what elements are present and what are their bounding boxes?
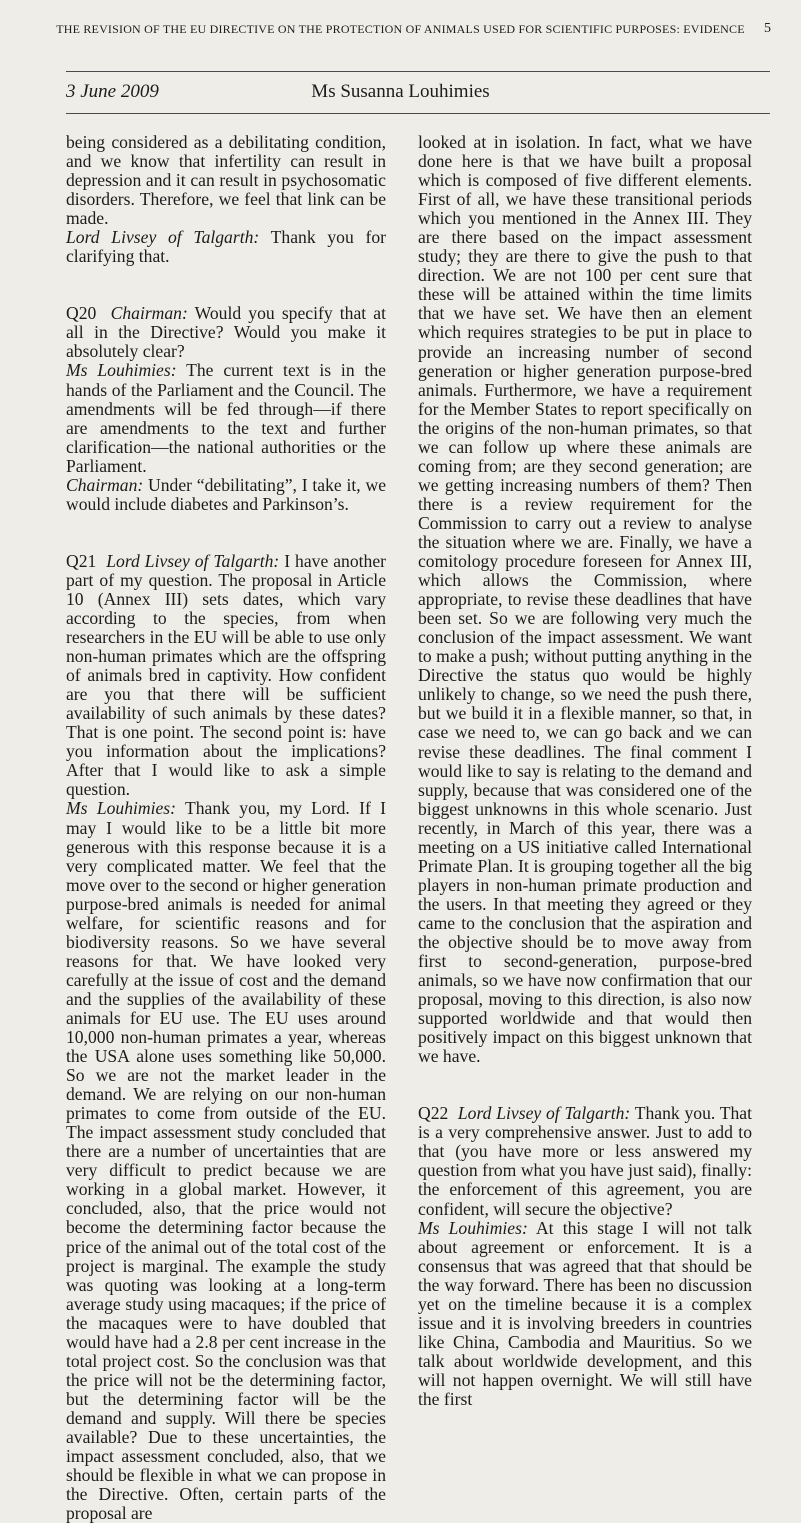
paragraph-text: Would you specify that at all in the Directive? Would you make it absolutely clear? (66, 303, 386, 362)
hearing-date: 3 June 2009 (66, 81, 159, 102)
paragraph-text: Thank you, my Lord. If I may I would like to be a little bit more generous with this response because it is a very complicated matter. We feel that the move over to the second or higher generation purpose-bred animals is needed for animal welfare, for scientific reasons and for biodiversity reasons. So we have several reasons for that. We have looked very carefully at the issue of cost and the demand and the supplies of the availability of these animals for EU use. The EU uses around 10,000 non-human primates a year, whereas the USA alone uses something like 50,000. So we are not the market leader in the demand. We are relying on our non-human primates to come from outside of the EU. The impact assessment study concluded that there are a number of uncertainties that are very difficult to predict because we are working in a global market. However, it concluded, also, that the price would not become the determining factor because the price of the animal out of the total cost of the project is marginal. The example the study was quoting was looking at a long-term average study using macaques; if the price of the macaques were to have doubled that would have had a 2.8 per cent increase in the total project cost. So the conclusion was that the price will not be the determining factor, but the determining factor will be the demand and supply. Will there be species available? Due to these uncertainties, the impact assessment concluded, also, that we should be flexible in what we can propose in the Directive. Often, certain parts of the proposal are (66, 798, 386, 1523)
speaker-name: Lord Livsey of Talgarth: (106, 550, 280, 571)
paragraph-text: I have another part of my question. The proposal in Article 10 (Annex III) sets dates, which vary according to the species, from when researchers in the EU will be able to use only non-human primates which are the offspring of animals bred in captivity. How confident are you that there will be sufficient availability of such animals by these dates? That is one point. The second point is: have you information about the implications? After that I would like to ask a simple question. (66, 550, 386, 800)
page-number: 5 (764, 21, 771, 36)
paragraph-text: being considered as a debilitating condition, and we know that infertility can result in depression and it can result in psychosomatic disorders. Therefore, we feel that link can be made. (66, 132, 386, 229)
question-number: Q20 (66, 303, 97, 324)
paragraph (66, 361, 386, 475)
paragraph-text: Thank you. That is a very comprehensive answer. Just to add to that (you have more or less answered my question from what you have just said), finally: the enforcement of this agreement, you are confident, will secure the objective? (418, 1103, 752, 1219)
paragraph-text: At this stage I will not talk about agreement or enforcement. It is a consensus that was agreed that that should be the way forward. There has been no discussion yet on the timeline because it is a complex issue and it is involving breeders in countries like China, Cambodia and Mauritius. So we talk about worldwide development, and this will not happen overnight. We will still have the first (418, 1217, 752, 1409)
witness-name: Ms Susanna Louhimies (311, 81, 490, 102)
paragraph-text: Under “debilitating”, I take it, we would include diabetes and Parkinson’s. (66, 474, 386, 514)
speaker-name: Ms Louhimies: (66, 360, 177, 381)
paragraph-text: The current text is in the hands of the Parliament and the Council. The amendments will be fed through—if there are amendments to the text and further clarification—the national authorities or the Parliament. (66, 360, 386, 476)
paragraph (66, 476, 386, 514)
running-title: THE REVISION OF THE EU DIRECTIVE ON THE PROTECTION OF ANIMALS USED FOR SCIENTIFIC PURPOSES: EVIDENCE (56, 22, 745, 36)
paragraph (418, 1104, 752, 1218)
speaker-name: Lord Livsey of Talgarth: (66, 227, 260, 248)
paragraph-text: Thank you for clarifying that. (66, 227, 386, 267)
speaker-name: Chairman: (110, 303, 188, 324)
paragraph (66, 228, 386, 266)
paragraph (418, 1219, 752, 1409)
bottom-rule (66, 113, 770, 114)
question-number: Q22 (418, 1103, 449, 1124)
paragraph (66, 799, 386, 1523)
paragraph-text: looked at in isolation. In fact, what we have done here is that we have built a proposal which is composed of five different elements. First of all, we have these transitional periods which you mentioned in the Annex III. They are there based on the impact assessment study; they are there to give the push to that direction. We are not 100 per cent sure that these will be attained within the time limits that we have set. We have then an element which requires strategies to be put in place to provide an increasing number of second generation or higher generation purpose-bred animals. Furthermore, we have a requirement for the Member States to report specifically on the origins of the non-human primates, so that we can follow up where these animals are coming from; are they second generation; are we getting increasing numbers of them? Then there is a review requirement for the Commission to carry out a review to analyse the situation where we are. Finally, we have a comitology procedure foreseen for Annex III, which allows the Commission, where appropriate, to revise these deadlines that have been set. So we are following very much the conclusion of the impact assessment. We want to make a push; without putting anything in the Directive the status quo would be highly unlikely to change, so we need the push there, but we build it in a flexible manner, so that, in case we need to, we can go back and we can revise these deadlines. The final comment I would like to say is relating to the demand and supply, because that was considered one of the biggest unknowns in this whole scenario. Just recently, in March of this year, there was a meeting on a US initiative called International Primate Plan. It is grouping together all the big players in non-human primate production and the users. In that meeting they agreed or they came to the conclusion that the aspiration and the objective should be to move away from first to second-generation, purpose-bred animals, so we have now confirmation that our proposal, moving to this direction, is also now supported worldwide and that would then positively impact on this biggest unknown that we have. (418, 132, 752, 1067)
speaker-name: Lord Livsey of Talgarth: (457, 1103, 631, 1124)
speaker-name: Chairman: (66, 474, 144, 495)
question-number: Q21 (66, 550, 97, 571)
paragraph (66, 304, 386, 361)
paragraph (66, 552, 386, 800)
speaker-name: Ms Louhimies: (418, 1217, 528, 1238)
right-column (418, 133, 752, 1409)
speaker-name: Ms Louhimies: (66, 798, 176, 819)
paragraph (66, 133, 386, 228)
top-rule (66, 71, 770, 72)
paragraph (418, 133, 752, 1066)
left-column (66, 133, 386, 1523)
